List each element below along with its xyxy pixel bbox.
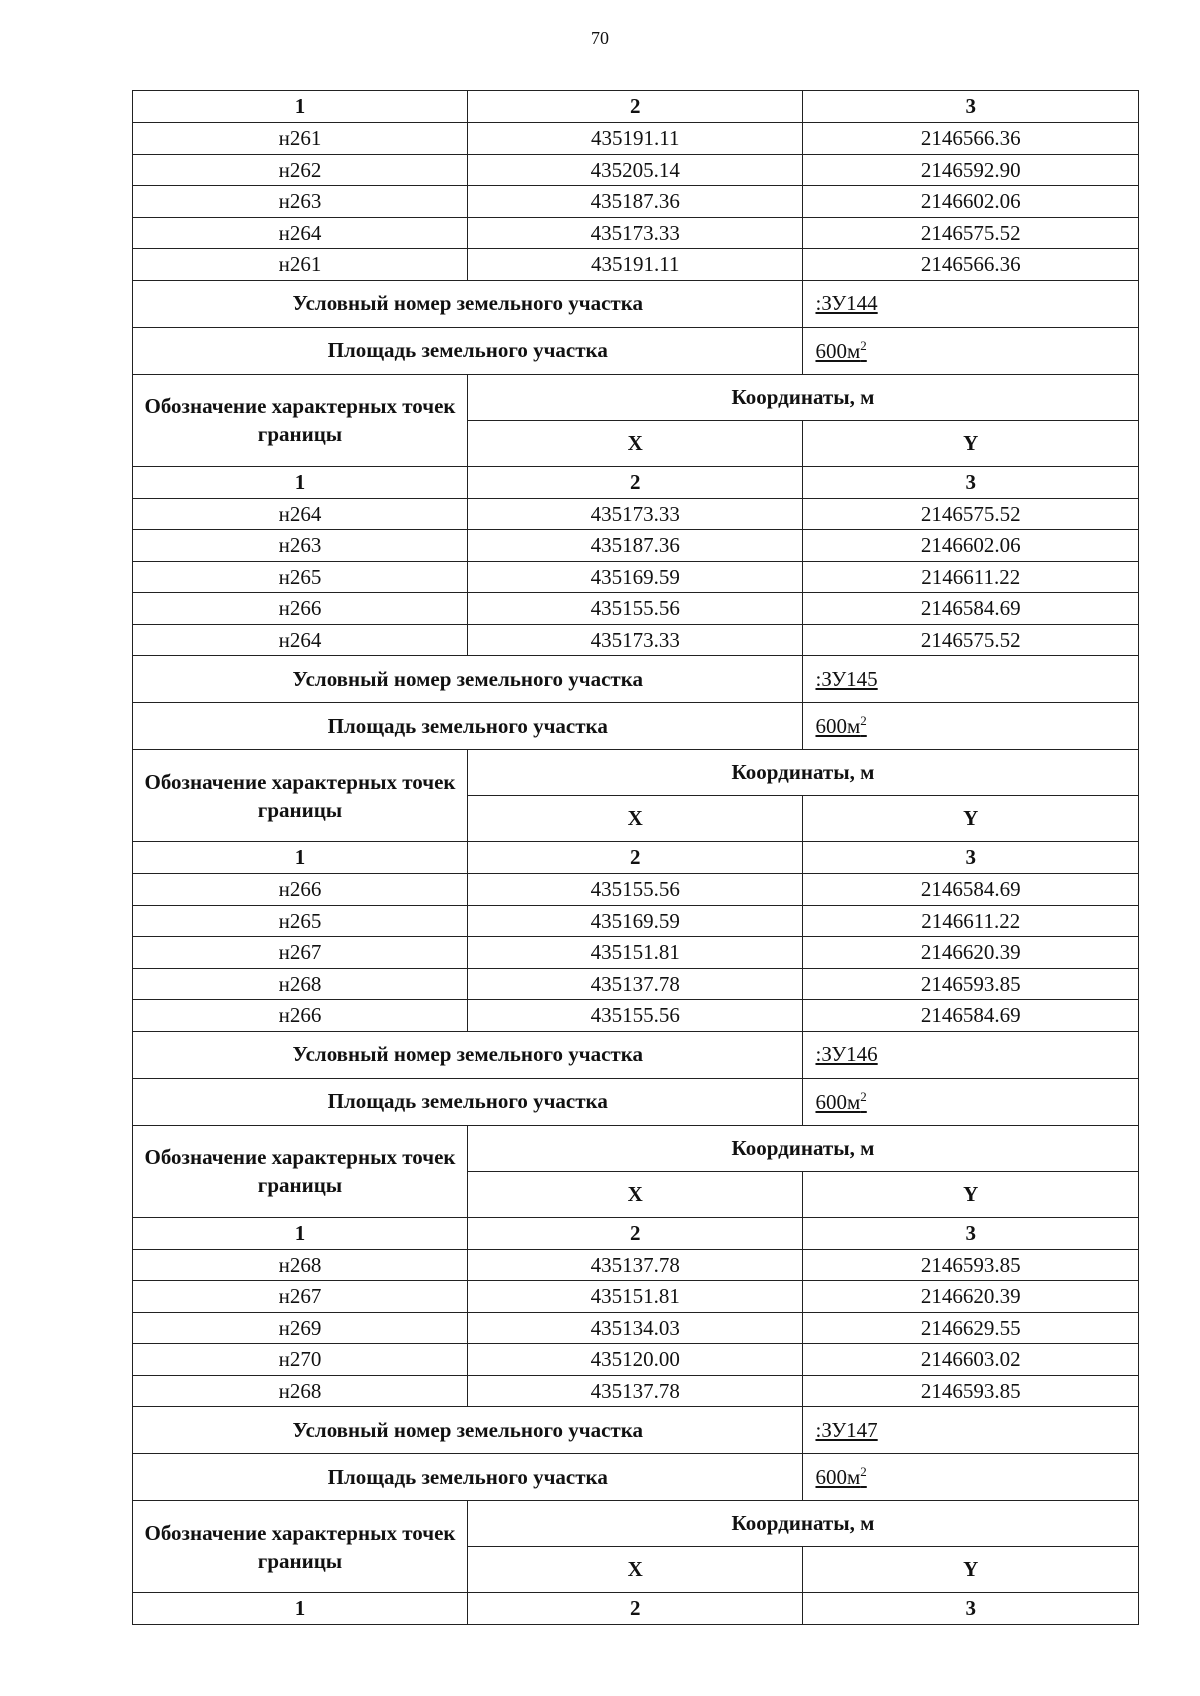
point-label-header: Обозначение характерных точек границы [133, 750, 468, 842]
table-row [133, 498, 1139, 530]
table-row [133, 123, 1139, 155]
y-coordinate: 2146584.69 [803, 874, 1139, 906]
y-coordinate: 2146593.85 [803, 1249, 1139, 1281]
y-coordinate: 2146620.39 [803, 1281, 1139, 1313]
point-id: н264 [133, 498, 468, 530]
column-number: 3 [803, 91, 1139, 123]
column-number: 1 [133, 842, 468, 874]
table-row [133, 1000, 1139, 1032]
column-number: 1 [133, 1593, 468, 1625]
parcel-number-row [133, 656, 1139, 703]
column-number-row [133, 91, 1139, 123]
x-axis-header: X [467, 796, 803, 842]
page-number: 70 [591, 28, 609, 48]
x-axis-header: X [467, 1171, 803, 1217]
column-number: 2 [467, 91, 803, 123]
point-id: н268 [133, 1375, 468, 1407]
parcel-area-text: 600м [815, 1465, 861, 1489]
point-id: н264 [133, 217, 468, 249]
table-row [133, 624, 1139, 656]
point-label-header: Обозначение характерных точек границы [133, 374, 468, 466]
x-coordinate: 435120.00 [467, 1344, 803, 1376]
parcel-area-value [803, 703, 1139, 750]
point-id: н267 [133, 937, 468, 969]
parcel-area-value [803, 1078, 1139, 1125]
parcel-area-row [133, 327, 1139, 374]
y-coordinate: 2146575.52 [803, 217, 1139, 249]
y-coordinate: 2146603.02 [803, 1344, 1139, 1376]
coordinates-header-row [133, 750, 1139, 796]
column-number: 1 [133, 466, 468, 498]
parcel-area-unit-superscript: 2 [860, 1464, 867, 1479]
x-coordinate: 435187.36 [467, 186, 803, 218]
column-number-row [133, 842, 1139, 874]
x-coordinate: 435137.78 [467, 968, 803, 1000]
x-coordinate: 435155.56 [467, 1000, 803, 1032]
x-coordinate: 435137.78 [467, 1249, 803, 1281]
point-id: н268 [133, 1249, 468, 1281]
table-row [133, 1375, 1139, 1407]
point-id: н261 [133, 123, 468, 155]
table-row [133, 561, 1139, 593]
y-coordinate: 2146611.22 [803, 561, 1139, 593]
point-id: н269 [133, 1312, 468, 1344]
coordinates-header: Координаты, м [467, 1501, 1138, 1547]
point-label-header: Обозначение характерных точек границы [133, 1125, 468, 1217]
y-coordinate: 2146611.22 [803, 905, 1139, 937]
parcel-number-value: :ЗУ147 [803, 1407, 1139, 1454]
x-coordinate: 435134.03 [467, 1312, 803, 1344]
parcel-area-label: Площадь земельного участка [133, 1078, 803, 1125]
point-id: н266 [133, 1000, 468, 1032]
table-row [133, 593, 1139, 625]
parcel-number-label: Условный номер земельного участка [133, 1031, 803, 1078]
column-number-row [133, 1217, 1139, 1249]
point-id: н262 [133, 154, 468, 186]
parcel-area-unit-superscript: 2 [860, 337, 867, 353]
table-row [133, 1344, 1139, 1376]
table-row [133, 937, 1139, 969]
column-number: 3 [803, 466, 1139, 498]
parcel-number-row [133, 1031, 1139, 1078]
table-row [133, 217, 1139, 249]
parcel-number-label: Условный номер земельного участка [133, 280, 803, 327]
y-coordinate: 2146566.36 [803, 123, 1139, 155]
coordinates-header: Координаты, м [467, 750, 1138, 796]
column-number: 2 [467, 842, 803, 874]
x-coordinate: 435205.14 [467, 154, 803, 186]
table-row [133, 1281, 1139, 1313]
x-coordinate: 435191.11 [467, 249, 803, 281]
point-id: н265 [133, 561, 468, 593]
table-row [133, 154, 1139, 186]
parcel-area-text: 600м [815, 1089, 861, 1114]
parcel-area-row [133, 1454, 1139, 1501]
y-axis-header: Y [803, 1171, 1139, 1217]
table-row [133, 249, 1139, 281]
column-number: 2 [467, 1217, 803, 1249]
x-coordinate: 435173.33 [467, 217, 803, 249]
x-axis-header: X [467, 420, 803, 466]
parcel-number-label: Условный номер земельного участка [133, 1407, 803, 1454]
coordinates-table [132, 90, 1139, 1625]
point-id: н265 [133, 905, 468, 937]
coordinates-header-row [133, 1501, 1139, 1547]
parcel-area-row [133, 703, 1139, 750]
parcel-area-row [133, 1078, 1139, 1125]
point-id: н267 [133, 1281, 468, 1313]
x-axis-header: X [467, 1547, 803, 1593]
x-coordinate: 435173.33 [467, 624, 803, 656]
y-axis-header: Y [803, 1547, 1139, 1593]
y-coordinate: 2146620.39 [803, 937, 1139, 969]
parcel-number-label: Условный номер земельного участка [133, 656, 803, 703]
column-number: 2 [467, 466, 803, 498]
x-coordinate: 435169.59 [467, 905, 803, 937]
x-coordinate: 435151.81 [467, 1281, 803, 1313]
point-id: н263 [133, 186, 468, 218]
point-id: н261 [133, 249, 468, 281]
parcel-number-row [133, 1407, 1139, 1454]
x-coordinate: 435187.36 [467, 530, 803, 562]
parcel-area-label: Площадь земельного участка [133, 703, 803, 750]
y-axis-header: Y [803, 420, 1139, 466]
column-number: 3 [803, 1217, 1139, 1249]
x-coordinate: 435155.56 [467, 593, 803, 625]
coordinates-header-row [133, 1125, 1139, 1171]
parcel-number-value: :ЗУ146 [803, 1031, 1139, 1078]
x-coordinate: 435191.11 [467, 123, 803, 155]
point-id: н266 [133, 593, 468, 625]
y-coordinate: 2146629.55 [803, 1312, 1139, 1344]
y-coordinate: 2146592.90 [803, 154, 1139, 186]
parcel-area-value [803, 327, 1139, 374]
table-row [133, 905, 1139, 937]
table-row [133, 186, 1139, 218]
point-id: н270 [133, 1344, 468, 1376]
y-coordinate: 2146593.85 [803, 1375, 1139, 1407]
y-coordinate: 2146566.36 [803, 249, 1139, 281]
y-coordinate: 2146602.06 [803, 530, 1139, 562]
y-coordinate: 2146575.52 [803, 624, 1139, 656]
point-id: н268 [133, 968, 468, 1000]
point-id: н263 [133, 530, 468, 562]
table-row [133, 1249, 1139, 1281]
y-coordinate: 2146584.69 [803, 1000, 1139, 1032]
coordinates-header: Координаты, м [467, 374, 1138, 420]
x-coordinate: 435151.81 [467, 937, 803, 969]
point-label-header: Обозначение характерных точек границы [133, 1501, 468, 1593]
parcel-number-value: :ЗУ144 [803, 280, 1139, 327]
column-number: 1 [133, 91, 468, 123]
y-coordinate: 2146602.06 [803, 186, 1139, 218]
table-row [133, 968, 1139, 1000]
y-coordinate: 2146593.85 [803, 968, 1139, 1000]
point-id: н266 [133, 874, 468, 906]
point-id: н264 [133, 624, 468, 656]
y-coordinate: 2146575.52 [803, 498, 1139, 530]
coordinates-header: Координаты, м [467, 1125, 1138, 1171]
x-coordinate: 435173.33 [467, 498, 803, 530]
parcel-area-unit-superscript: 2 [860, 713, 867, 728]
column-number: 1 [133, 1217, 468, 1249]
parcel-area-label: Площадь земельного участка [133, 1454, 803, 1501]
parcel-area-text: 600м [815, 338, 861, 363]
y-axis-header: Y [803, 796, 1139, 842]
column-number: 3 [803, 1593, 1139, 1625]
column-number: 3 [803, 842, 1139, 874]
column-number-row [133, 1593, 1139, 1625]
x-coordinate: 435169.59 [467, 561, 803, 593]
column-number-row [133, 466, 1139, 498]
table-row [133, 530, 1139, 562]
table-row [133, 874, 1139, 906]
parcel-number-value: :ЗУ145 [803, 656, 1139, 703]
table-row [133, 1312, 1139, 1344]
column-number: 2 [467, 1593, 803, 1625]
x-coordinate: 435137.78 [467, 1375, 803, 1407]
parcel-area-unit-superscript: 2 [860, 1088, 867, 1104]
parcel-number-row [133, 280, 1139, 327]
x-coordinate: 435155.56 [467, 874, 803, 906]
coordinates-header-row [133, 374, 1139, 420]
parcel-area-text: 600м [815, 714, 861, 738]
parcel-area-label: Площадь земельного участка [133, 327, 803, 374]
parcel-area-value [803, 1454, 1139, 1501]
y-coordinate: 2146584.69 [803, 593, 1139, 625]
